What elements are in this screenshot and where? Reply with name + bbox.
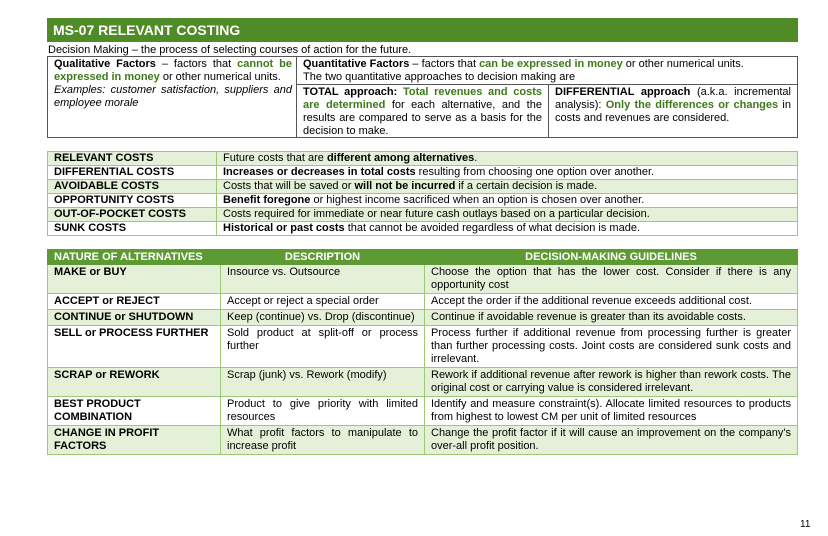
definition-row <box>48 194 798 208</box>
definition-text: Future costs that are different among alternatives. <box>217 152 798 166</box>
alternative-nature: SELL or PROCESS FURTHER <box>48 326 221 368</box>
qualitative-factors-cell <box>48 57 297 137</box>
alternative-description: What profit factors to manipulate to increase profit <box>221 426 425 455</box>
definition-term: DIFFERENTIAL COSTS <box>48 166 217 180</box>
definition-term: RELEVANT COSTS <box>48 152 217 166</box>
qualitative-emphasis: cannot be expressed in money <box>54 58 292 83</box>
quantitative-text: – factors that <box>409 58 480 70</box>
alternative-row <box>48 397 798 426</box>
alternative-row <box>48 265 798 294</box>
qualitative-examples: Examples: customer satisfaction, suppliers and employee morale <box>54 84 292 109</box>
alternative-description: Scrap (junk) vs. Rework (modify) <box>221 368 425 397</box>
differential-approach-text-end: in costs and revenues are considered. <box>555 99 791 124</box>
section-title: MS-07 RELEVANT COSTING <box>47 18 798 42</box>
decision-making-definition: Decision Making – the process of selecting courses of action for the future. <box>48 44 412 56</box>
quantitative-text-end: or other numerical units. <box>622 58 744 70</box>
differential-approach-text: (a.k.a. incremental analysis): <box>555 86 791 111</box>
quantitative-approaches-intro: The two quantitative approaches to decision making are <box>303 71 576 83</box>
alternative-guideline: Change the profit factor if it will cause an improvement on the company's over-all profit position. <box>425 426 798 455</box>
alternative-description: Keep (continue) vs. Drop (discontinue) <box>221 310 425 326</box>
alternatives-table <box>47 249 798 455</box>
alternative-guideline: Identify and measure constraint(s). Allocate limited resources to products from highest to lowest CM per unit of limited resources <box>425 397 798 426</box>
qualitative-text-end: or other numerical units. <box>159 71 281 83</box>
cost-definitions-table <box>47 151 798 236</box>
factors-table <box>47 56 798 138</box>
definition-text: Costs that will be saved or will not be incurred if a certain decision is made. <box>217 180 798 194</box>
definition-term: SUNK COSTS <box>48 222 217 236</box>
total-approach-cell <box>297 85 549 137</box>
alternative-nature: CONTINUE or SHUTDOWN <box>48 310 221 326</box>
differential-approach-label: DIFFERENTIAL approach <box>555 86 691 98</box>
total-approach-emphasis: Total revenues and costs are determined <box>303 86 542 111</box>
definition-text: Historical or past costs that cannot be avoided regardless of what decision is made. <box>217 222 798 236</box>
alternative-guideline: Accept the order if the additional revenue exceeds additional cost. <box>425 294 798 310</box>
header-description: DESCRIPTION <box>221 250 425 265</box>
alternative-row <box>48 310 798 326</box>
quantitative-factors-cell <box>297 57 797 85</box>
alternative-guideline: Process further if additional revenue from processing further is greater than further processing costs. Joint costs are considered sunk costs and irrelevant. <box>425 326 798 368</box>
definition-text: Increases or decreases in total costs resulting from choosing one option over another. <box>217 166 798 180</box>
differential-approach-cell <box>549 85 797 137</box>
alternative-row <box>48 326 798 368</box>
alternative-row <box>48 368 798 397</box>
differential-approach-emphasis: Only the differences or changes <box>605 99 779 111</box>
alternative-guideline: Rework if additional revenue after rework is higher than rework costs. The original cost or carrying value is considered irrelevant. <box>425 368 798 397</box>
alternative-nature: SCRAP or REWORK <box>48 368 221 397</box>
alternative-row <box>48 426 798 455</box>
quantitative-label: Quantitative Factors <box>303 58 410 70</box>
definition-row <box>48 180 798 194</box>
alternative-guideline: Continue if avoidable revenue is greater than its avoidable costs. <box>425 310 798 326</box>
alternative-description: Sold product at split-off or process further <box>221 326 425 368</box>
alternative-description: Product to give priority with limited resources <box>221 397 425 426</box>
page-number: 11 <box>800 519 811 530</box>
definition-term: OUT-OF-POCKET COSTS <box>48 208 217 222</box>
alternatives-header-row <box>48 250 798 265</box>
alternative-nature: ACCEPT or REJECT <box>48 294 221 310</box>
definition-term: OPPORTUNITY COSTS <box>48 194 217 208</box>
alternative-nature: CHANGE IN PROFIT FACTORS <box>48 426 221 455</box>
alternative-description: Insource vs. Outsource <box>221 265 425 294</box>
total-approach-text: for each alternative, and the results are compared to serve as a basis for the decision to make. <box>303 99 542 137</box>
definition-row <box>48 152 798 166</box>
qualitative-label: Qualitative Factors <box>54 58 156 70</box>
alternative-nature: BEST PRODUCT COMBINATION <box>48 397 221 426</box>
definition-row <box>48 222 798 236</box>
alternative-description: Accept or reject a special order <box>221 294 425 310</box>
definition-term: AVOIDABLE COSTS <box>48 180 217 194</box>
alternative-nature: MAKE or BUY <box>48 265 221 294</box>
header-guidelines: DECISION-MAKING GUIDELINES <box>425 250 798 265</box>
quantitative-emphasis: can be expressed in money <box>479 58 623 70</box>
definition-row <box>48 208 798 222</box>
definition-text: Costs required for immediate or near future cash outlays based on a particular decision. <box>217 208 798 222</box>
alternative-row <box>48 294 798 310</box>
definition-text: Benefit foregone or highest income sacrificed when an option is chosen over another. <box>217 194 798 208</box>
total-approach-label: TOTAL approach: <box>303 86 403 98</box>
alternative-guideline: Choose the option that has the lower cost. Consider if there is any opportunity cost <box>425 265 798 294</box>
header-nature: NATURE OF ALTERNATIVES <box>48 250 221 265</box>
qualitative-text: – factors that <box>155 58 238 70</box>
definition-row <box>48 166 798 180</box>
